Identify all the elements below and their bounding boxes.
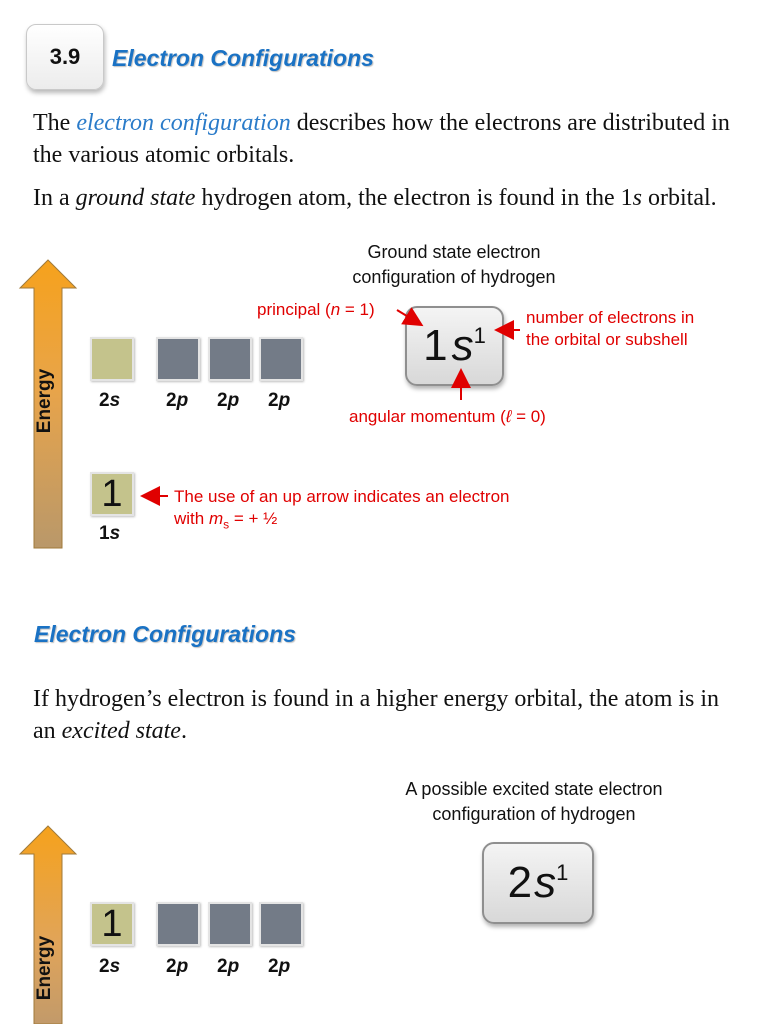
excited-state-caption: [374, 777, 694, 827]
gs-orbital-letter: s: [632, 185, 643, 211]
orbital-label-2p: 2p: [217, 956, 240, 977]
section-title: Electron Configurations: [34, 621, 296, 647]
orbital-label-2s: 2s: [99, 390, 121, 411]
orbital-label-2s: 2s: [99, 956, 121, 977]
config-electron-count: 1: [473, 323, 486, 348]
excited-state-caption-line2: configuration of hydrogen: [432, 804, 636, 824]
excited-state-caption-line1: A possible excited state electron: [405, 779, 663, 799]
term-electron-configuration: electron configuration: [76, 110, 291, 136]
page-title: Electron Configurations: [112, 45, 374, 71]
energy-axis-label: Energy: [34, 368, 55, 434]
intro-text-before: The: [33, 110, 77, 136]
config-principal-number: 2: [507, 858, 533, 907]
principal-annotation: principal (n = 1): [257, 300, 375, 319]
up-arrow-annotation: The use of an up arrow indicates an electron with $m_s$ = + ½: [174, 487, 510, 532]
intro-text-after: describes how the electrons are distributed in the various atomic orbitals.: [33, 110, 730, 168]
orbital-2p-box: [156, 902, 200, 946]
orbital-2s-box: [90, 902, 134, 946]
config-electron-count: 1: [556, 860, 569, 885]
electron-up-arrow: 1: [101, 903, 123, 945]
gs-text-before: In a: [33, 185, 76, 211]
gs-text-after: orbital.: [642, 185, 717, 211]
gs-text-middle: hydrogen atom, the electron is found in the 1: [195, 185, 633, 211]
config-subshell-letter: s: [534, 858, 557, 907]
orbital-label-2p: 2p: [268, 956, 291, 977]
orbital-label-2p: 2p: [166, 956, 189, 977]
orbital-label-2p: 2p: [268, 390, 291, 411]
term-excited-state: excited state: [61, 718, 181, 744]
ground-state-caption-line1: Ground state electron: [367, 242, 541, 262]
orbital-2p-box: [208, 902, 252, 946]
config-subshell-letter: s: [451, 321, 474, 370]
es-text-before: If hydrogen’s electron is found in a higher energy orbital, the atom is in an: [33, 686, 720, 744]
angular-momentum-annotation: angular momentum (ℓ = 0): [349, 407, 546, 426]
ground-state-caption-line2: configuration of hydrogen: [352, 267, 556, 287]
orbital-label-2p: 2p: [166, 390, 189, 411]
excited-state-paragraph: [33, 683, 733, 747]
term-ground-state: ground state: [75, 185, 196, 211]
orbital-2p-box: [259, 902, 303, 946]
orbital-label-2p: 2p: [217, 390, 240, 411]
section-number: 3.9: [49, 44, 81, 69]
excited-state-config-box: [482, 842, 594, 924]
orbital-label-1s: 1s: [99, 523, 121, 544]
es-text-after: .: [180, 718, 187, 744]
electron-count-annotation: number of electrons in the orbital or subshell: [526, 308, 695, 349]
config-principal-number: 1: [423, 321, 448, 370]
energy-axis-label: Energy: [34, 935, 55, 1001]
electron-up-arrow: 1: [101, 473, 123, 515]
